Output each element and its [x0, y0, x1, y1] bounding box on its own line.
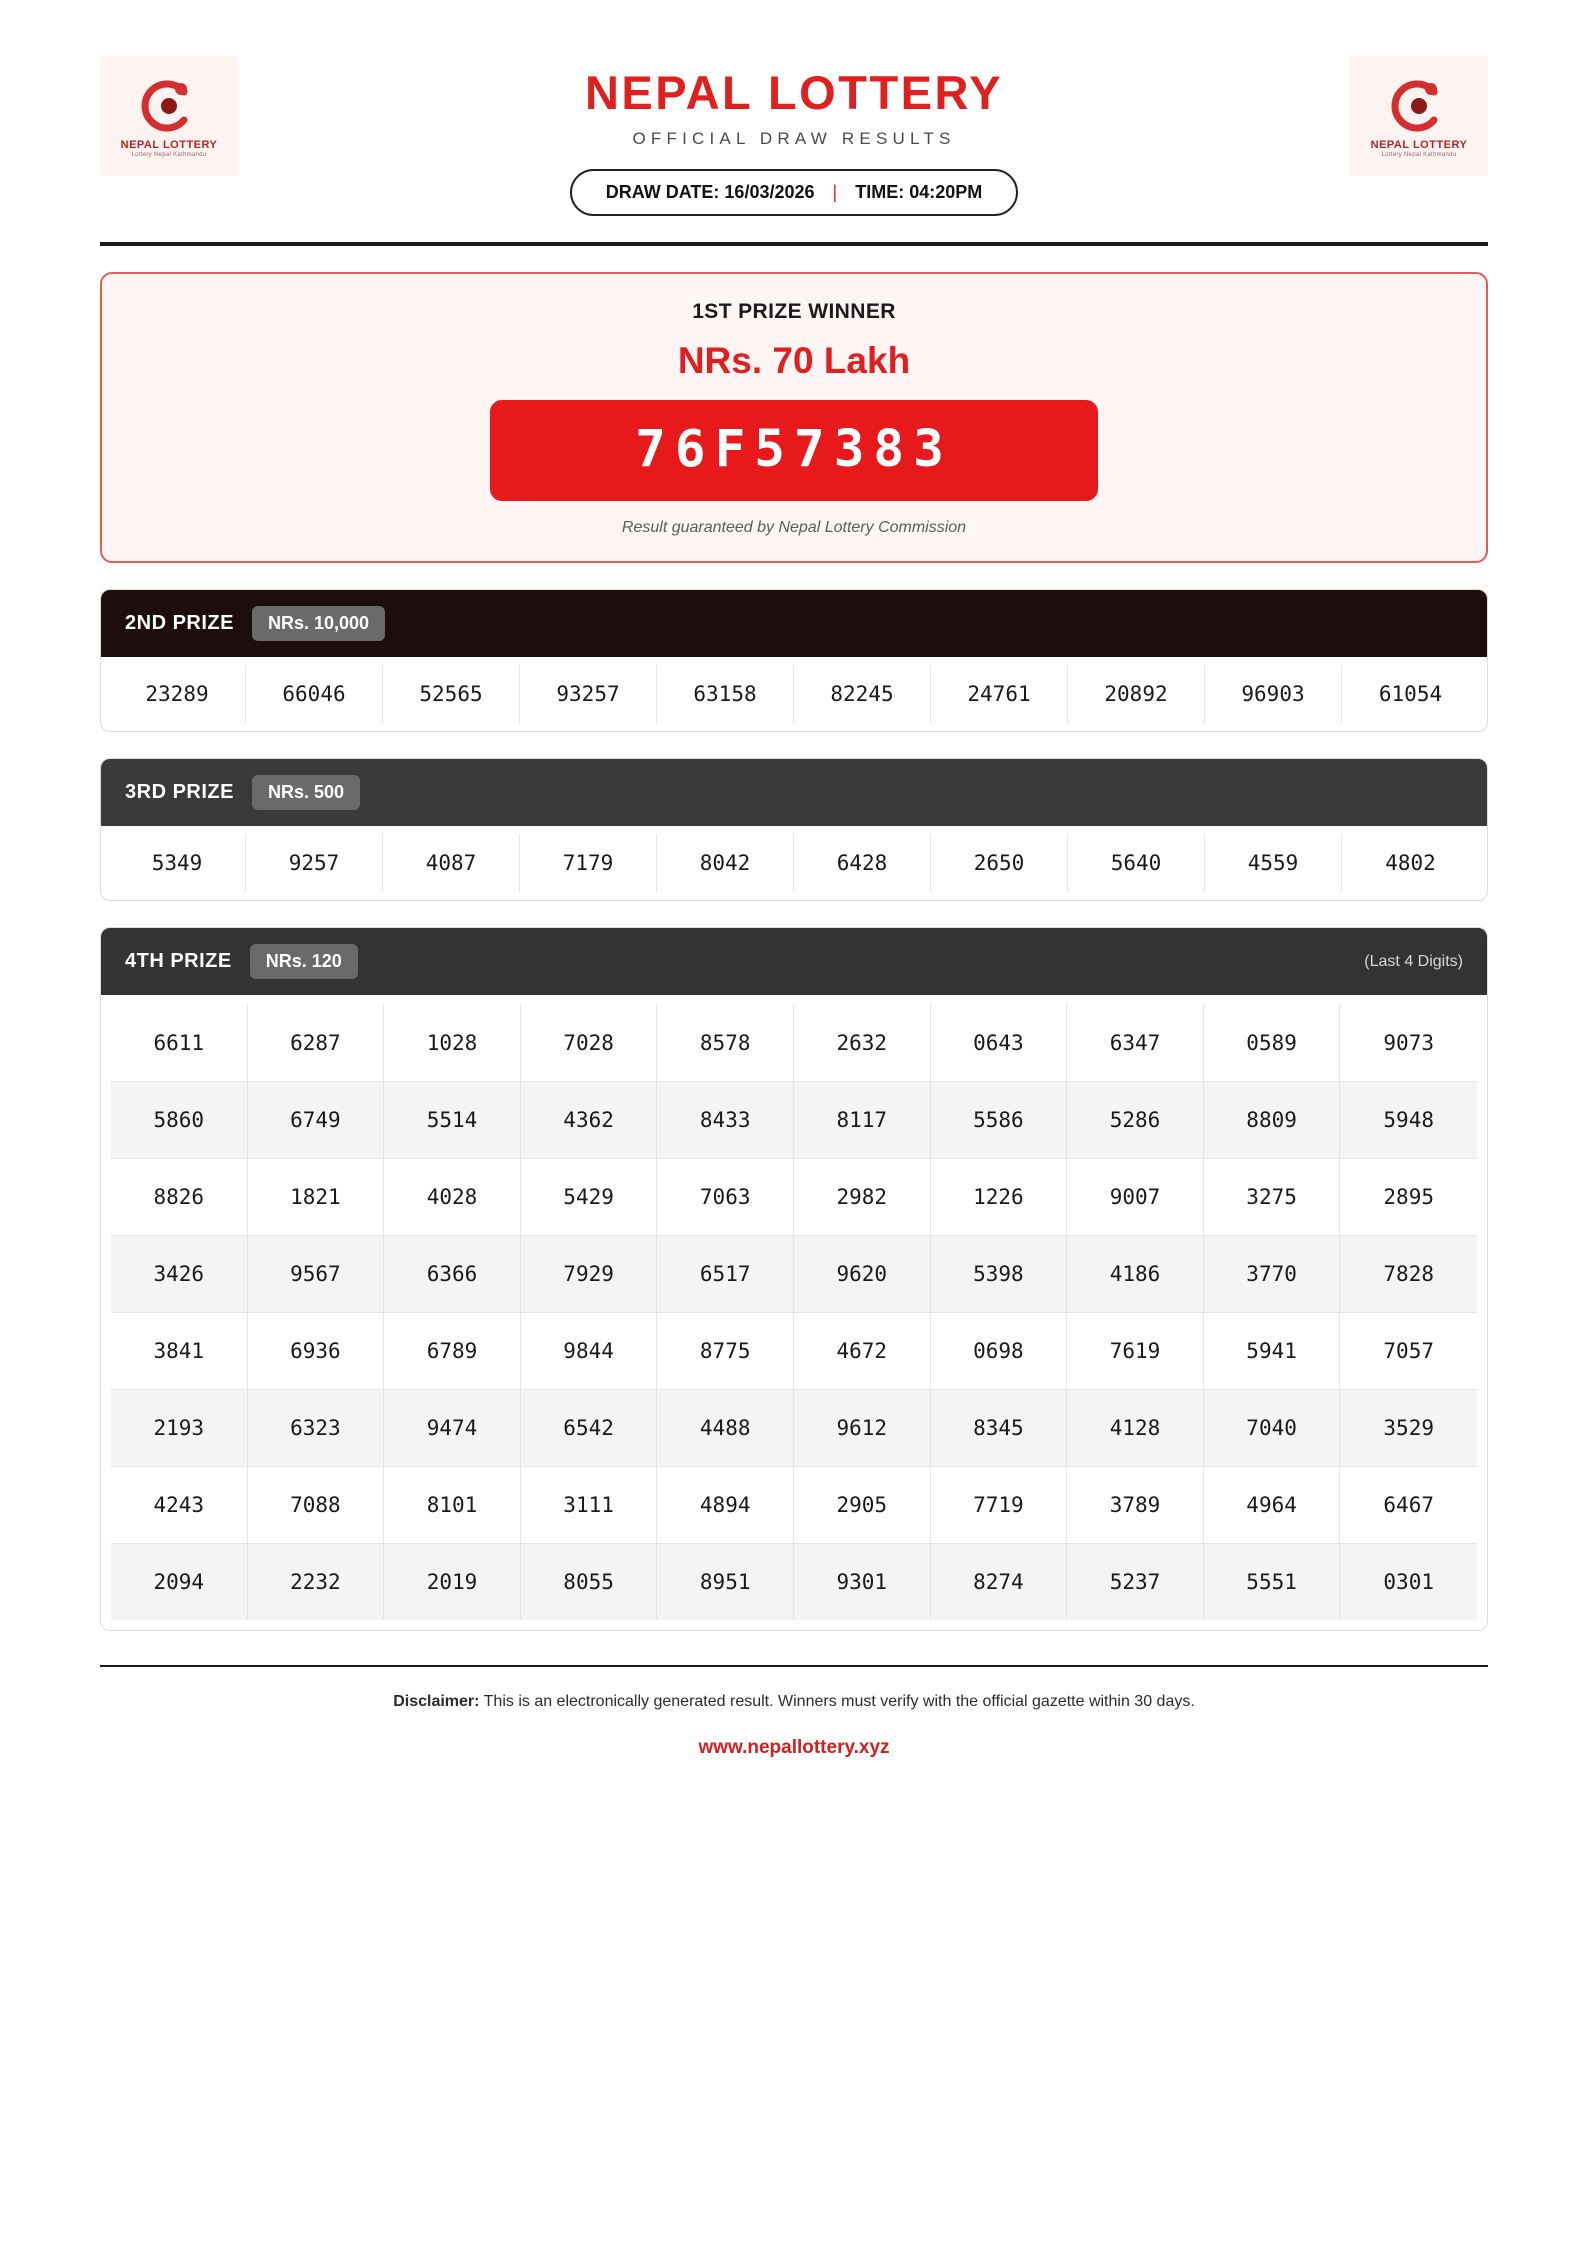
prize-number-cell: 6366 [384, 1236, 521, 1313]
prize-number-cell: 2193 [111, 1390, 248, 1467]
prize-number-cell: 4362 [521, 1082, 658, 1159]
prize-number-cell: 4672 [794, 1313, 931, 1390]
prize-number-cell: 2650 [931, 834, 1068, 892]
first-prize-ticket-number: 76F57383 [490, 400, 1098, 501]
prize-number-cell: 2094 [111, 1544, 248, 1620]
draw-date-label: DRAW DATE: 16/03/2026 [605, 182, 815, 203]
prize-number-cell: 2895 [1340, 1159, 1477, 1236]
prize-number-cell: 4186 [1067, 1236, 1204, 1313]
prize-number-cell: 1821 [248, 1159, 385, 1236]
disclaimer-label: Disclaimer: [393, 1693, 480, 1711]
prize-number-cell: 3789 [1067, 1467, 1204, 1544]
prize-number-cell: 9567 [248, 1236, 385, 1313]
prize-number-cell: 5398 [931, 1236, 1068, 1313]
prize-number-cell: 20892 [1068, 665, 1205, 723]
second-prize-section [100, 589, 1488, 732]
prize-number-cell: 4802 [1385, 851, 1436, 876]
prize-number-cell: 6611 [111, 1005, 248, 1082]
prize-number-cell: 5948 [1340, 1082, 1477, 1159]
header-center [238, 56, 1350, 216]
prize-number-cell: 6542 [521, 1390, 658, 1467]
draw-info-separator: | [832, 182, 838, 203]
prize-number-cell: 8433 [657, 1082, 794, 1159]
prize-number-cell: 5586 [931, 1082, 1068, 1159]
prize-number-cell: 5551 [1204, 1544, 1341, 1620]
prize-number-cell: 7063 [657, 1159, 794, 1236]
fourth-prize-header [101, 928, 1487, 995]
prize-number-cell: 8101 [384, 1467, 521, 1544]
prize-number-cell: 8578 [657, 1005, 794, 1082]
prize-number-cell: 2982 [794, 1159, 931, 1236]
prize-number-cell: 23289 [109, 665, 246, 723]
prize-number-cell: 3111 [521, 1467, 658, 1544]
prize-number-cell: 7929 [521, 1236, 658, 1313]
prize-number-cell: 0643 [931, 1005, 1068, 1082]
page-subtitle: OFFICIAL DRAW RESULTS [632, 129, 956, 149]
fourth-prize-section [100, 927, 1488, 1631]
prize-number-cell: 7179 [520, 834, 657, 892]
logo-right [1350, 56, 1488, 176]
first-prize-guarantee-text: Result guaranteed by Nepal Lottery Commission [621, 519, 967, 537]
prize-number-cell: 1028 [384, 1005, 521, 1082]
prize-number-cell: 8117 [794, 1082, 931, 1159]
prize-number-cell: 5286 [1067, 1082, 1204, 1159]
page-title: NEPAL LOTTERY [584, 66, 1004, 119]
prize-number-cell: 3426 [111, 1236, 248, 1313]
prize-number-cell: 61054 [1378, 682, 1443, 707]
prize-number-cell: 93257 [520, 665, 657, 723]
second-prize-header [101, 590, 1487, 657]
prize-number-cell: 4894 [657, 1467, 794, 1544]
prize-number-cell: 3770 [1204, 1236, 1341, 1313]
first-prize-label: 1ST PRIZE WINNER [692, 300, 896, 324]
prize-number-cell: 3529 [1340, 1390, 1477, 1467]
prize-number-cell: 4559 [1205, 834, 1342, 892]
lottery-logo-icon [138, 75, 200, 137]
prize-number-cell: 8826 [111, 1159, 248, 1236]
prize-number-cell: 5640 [1068, 834, 1205, 892]
prize-number-cell: 9474 [384, 1390, 521, 1467]
fourth-prize-title: 4TH PRIZE [125, 950, 232, 973]
prize-number-cell: 3275 [1204, 1159, 1341, 1236]
prize-number-cell: 5349 [109, 834, 246, 892]
prize-number-cell: 5514 [384, 1082, 521, 1159]
prize-number-cell: 4028 [384, 1159, 521, 1236]
page-header [100, 56, 1488, 216]
third-prize-section [100, 758, 1488, 901]
disclaimer-text: This is an electronically generated result. Winners must verify with the official gazette within 30 days. [483, 1693, 1195, 1711]
logo-left-tagline: Lottery Nepal Kathmandu [131, 151, 207, 158]
second-prize-number-grid [101, 657, 1487, 731]
fourth-prize-number-grid [101, 995, 1487, 1630]
prize-number-cell: 6467 [1340, 1467, 1477, 1544]
prize-number-cell: 5237 [1067, 1544, 1204, 1620]
prize-number-cell: 9301 [794, 1544, 931, 1620]
prize-number-cell: 2632 [794, 1005, 931, 1082]
prize-number-cell: 6749 [248, 1082, 385, 1159]
third-prize-title: 3RD PRIZE [125, 781, 234, 804]
prize-number-cell: 66046 [246, 665, 383, 723]
disclaimer [100, 1693, 1488, 1711]
second-prize-amount-badge: NRs. 10,000 [252, 606, 385, 641]
website-link[interactable]: www.nepallottery.xyz [698, 1737, 890, 1759]
prize-number-cell: 9844 [521, 1313, 658, 1390]
prize-number-cell: 6789 [384, 1313, 521, 1390]
prize-number-cell: 7057 [1340, 1313, 1477, 1390]
prize-number-cell: 9007 [1067, 1159, 1204, 1236]
prize-number-cell: 96903 [1205, 665, 1342, 723]
prize-number-cell: 8274 [931, 1544, 1068, 1620]
prize-number-cell: 63158 [657, 665, 794, 723]
third-prize-header [101, 759, 1487, 826]
fourth-prize-note: (Last 4 Digits) [1364, 952, 1463, 970]
draw-time-label: TIME: 04:20PM [855, 182, 983, 203]
prize-number-cell: 4087 [383, 834, 520, 892]
prize-number-cell: 2905 [794, 1467, 931, 1544]
draw-info-pill [570, 169, 1018, 216]
prize-number-cell: 6428 [794, 834, 931, 892]
prize-number-cell: 5429 [521, 1159, 658, 1236]
prize-number-cell: 3841 [111, 1313, 248, 1390]
prize-number-cell: 7619 [1067, 1313, 1204, 1390]
logo-left-name: NEPAL LOTTERY [120, 138, 218, 151]
prize-number-cell: 7719 [931, 1467, 1068, 1544]
prize-number-cell: 4243 [111, 1467, 248, 1544]
third-prize-amount-badge: NRs. 500 [252, 775, 360, 810]
prize-number-cell: 9073 [1340, 1005, 1477, 1082]
prize-number-cell: 0698 [931, 1313, 1068, 1390]
prize-number-cell: 7028 [521, 1005, 658, 1082]
header-divider [100, 242, 1488, 246]
prize-number-cell: 6287 [248, 1005, 385, 1082]
prize-number-cell: 2232 [248, 1544, 385, 1620]
prize-number-cell: 0301 [1340, 1544, 1477, 1620]
logo-right-tagline: Lottery Nepal Kathmandu [1381, 151, 1457, 158]
lottery-logo-icon [1388, 75, 1450, 137]
prize-number-cell: 4488 [657, 1390, 794, 1467]
prize-number-cell: 4964 [1204, 1467, 1341, 1544]
logo-right-name: NEPAL LOTTERY [1370, 138, 1468, 151]
fourth-prize-amount-badge: NRs. 120 [250, 944, 358, 979]
third-prize-number-grid [101, 826, 1487, 900]
prize-number-cell: 52565 [383, 665, 520, 723]
first-prize-amount: NRs. 70 Lakh [677, 340, 911, 382]
prize-number-cell: 8951 [657, 1544, 794, 1620]
prize-number-cell: 5941 [1204, 1313, 1341, 1390]
prize-number-cell: 6517 [657, 1236, 794, 1313]
prize-number-cell: 8345 [931, 1390, 1068, 1467]
logo-left [100, 56, 238, 176]
prize-number-cell: 2019 [384, 1544, 521, 1620]
prize-number-cell: 0589 [1204, 1005, 1341, 1082]
prize-number-cell: 82245 [794, 665, 931, 723]
prize-number-cell: 6347 [1067, 1005, 1204, 1082]
prize-number-cell: 4128 [1067, 1390, 1204, 1467]
footer-divider [100, 1665, 1488, 1667]
second-prize-title: 2ND PRIZE [125, 612, 234, 635]
prize-number-cell: 9612 [794, 1390, 931, 1467]
prize-number-cell: 8042 [657, 834, 794, 892]
prize-number-cell: 1226 [931, 1159, 1068, 1236]
prize-number-cell: 5860 [111, 1082, 248, 1159]
prize-number-cell: 6323 [248, 1390, 385, 1467]
prize-number-cell: 7088 [248, 1467, 385, 1544]
prize-number-cell: 9257 [246, 834, 383, 892]
prize-number-cell: 8809 [1204, 1082, 1341, 1159]
prize-number-cell: 9620 [794, 1236, 931, 1313]
prize-number-cell: 7040 [1204, 1390, 1341, 1467]
prize-number-cell: 24761 [931, 665, 1068, 723]
prize-number-cell: 7828 [1340, 1236, 1477, 1313]
prize-number-cell: 6936 [248, 1313, 385, 1390]
first-prize-card [100, 272, 1488, 563]
prize-number-cell: 8775 [657, 1313, 794, 1390]
prize-number-cell: 8055 [521, 1544, 658, 1620]
